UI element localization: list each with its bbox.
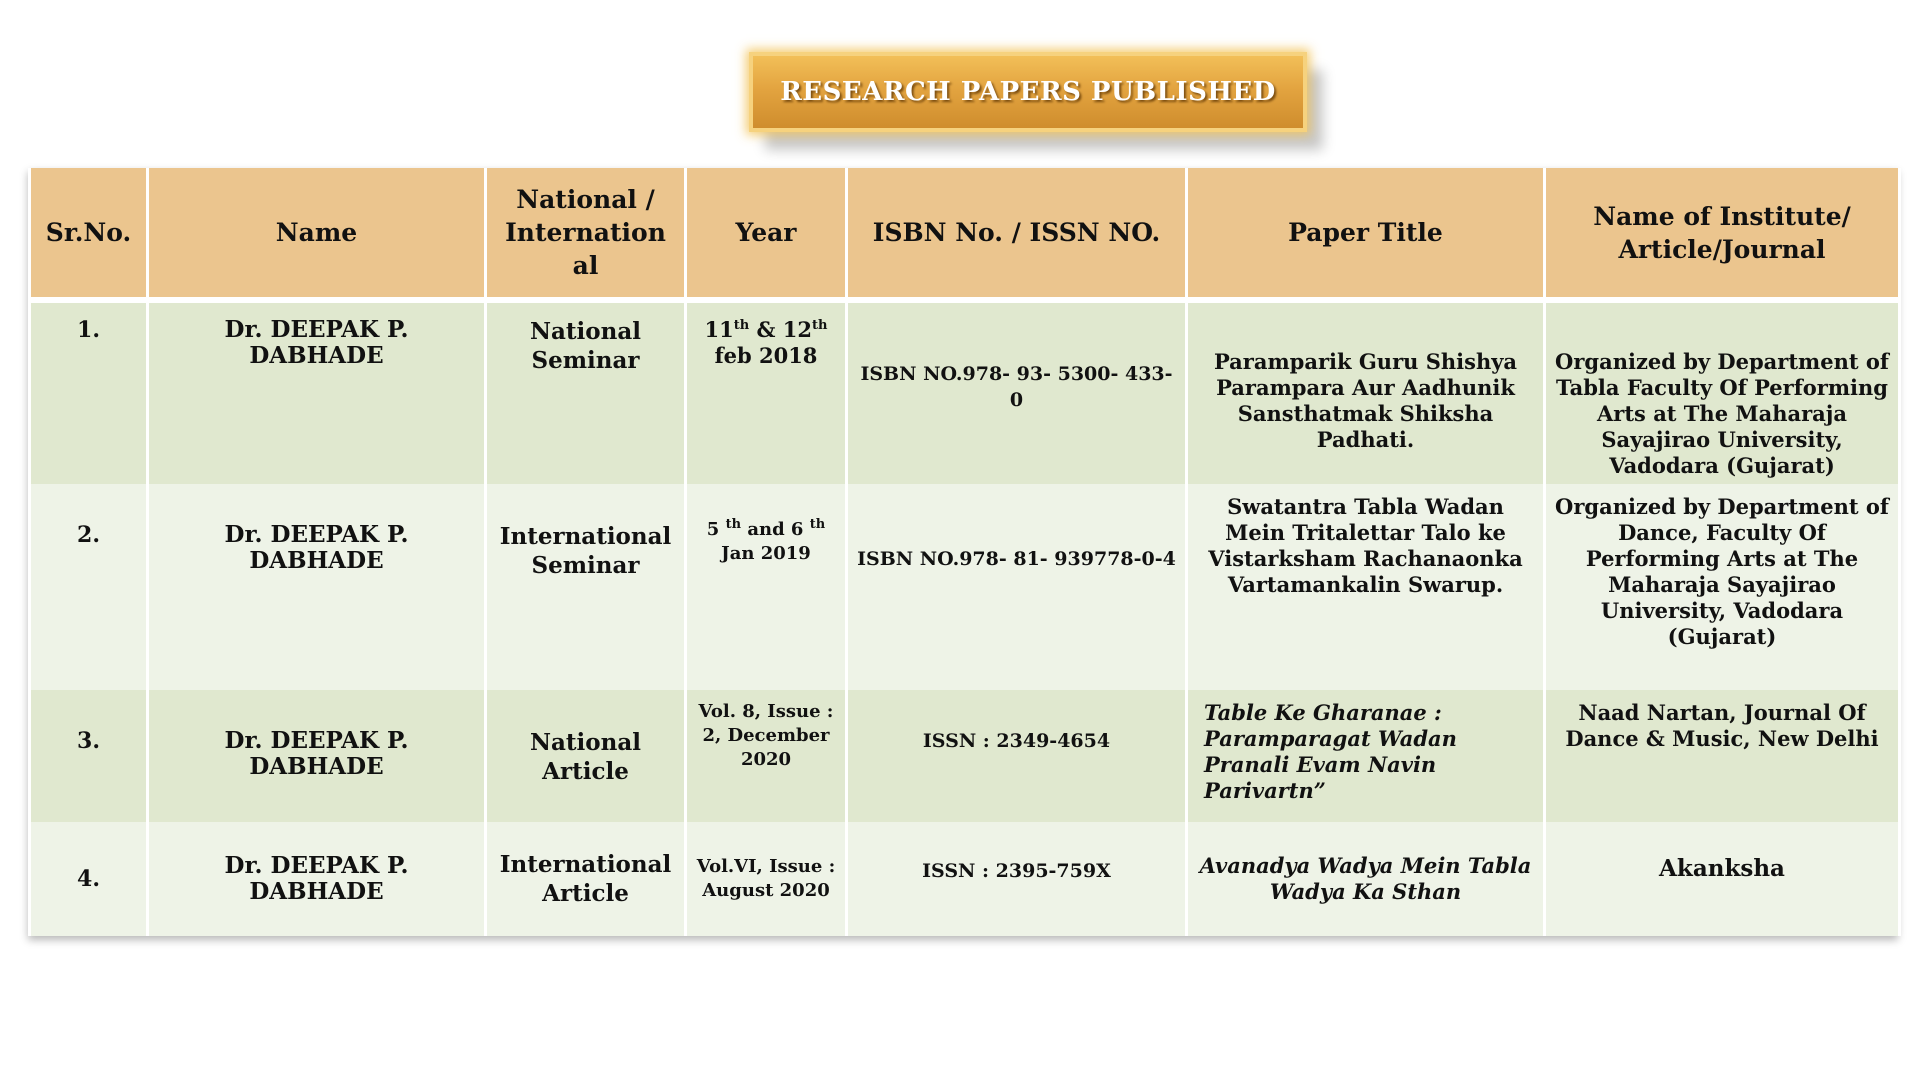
year-day-1: 5: [706, 519, 726, 540]
cell-year: [686, 300, 847, 484]
research-papers-table: [28, 168, 1898, 936]
cell-category: International Seminar: [486, 484, 686, 690]
cell-institute: Organized by Department of Tabla Faculty Of Performing Arts at The Maharaja Sayajirao University, Vadodara (Gujarat): [1545, 300, 1900, 484]
cell-institute: Naad Nartan, Journal Of Dance & Music, New Delhi: [1545, 690, 1900, 822]
page-title: RESEARCH PAPERS PUBLISHED: [780, 77, 1276, 107]
cell-paper-title: Avanadya Wadya Mein Tabla Wadya Ka Sthan: [1187, 822, 1545, 936]
cell-category: National Seminar: [486, 300, 686, 484]
cell-year: Vol. 8, Issue : 2, December 2020: [686, 690, 847, 822]
cell-name: Dr. DEEPAK P. DABHADE: [148, 484, 486, 690]
cell-institute: Organized by Department of Dance, Faculty Of Performing Arts at The Maharaja Sayajirao University, Vadodara (Gujarat): [1545, 484, 1900, 690]
cell-sr-no: 2.: [30, 484, 148, 690]
page-title-banner: [749, 52, 1307, 132]
cell-year: [686, 484, 847, 690]
header-paper-title: Paper Title: [1187, 168, 1545, 300]
year-suffix-2: th: [812, 318, 828, 333]
year-day-2: & 12: [749, 317, 813, 342]
cell-isbn: ISBN NO.978- 93- 5300- 433- 0: [847, 300, 1187, 484]
year-month: feb 2018: [714, 343, 818, 368]
cell-year: Vol.VI, Issue : August 2020: [686, 822, 847, 936]
header-name: Name: [148, 168, 486, 300]
cell-isbn: ISBN NO.978- 81- 939778-0-4: [847, 484, 1187, 690]
cell-isbn: ISSN : 2349-4654: [847, 690, 1187, 822]
table-row: [30, 484, 1900, 690]
cell-paper-title: Paramparik Guru Shishya Parampara Aur Aadhunik Sansthatmak Shiksha Padhati.: [1187, 300, 1545, 484]
cell-paper-title: Table Ke Gharanae : Paramparagat Wadan Pranali Evam Navin Parivartn”: [1187, 690, 1545, 822]
cell-name: Dr. DEEPAK P. DABHADE: [148, 690, 486, 822]
cell-paper-title: Swatantra Tabla Wadan Mein Tritalettar Talo ke Vistarksham Rachanaonka Vartamankalin Swarup.: [1187, 484, 1545, 690]
header-institute: Name of Institute/ Article/Journal: [1545, 168, 1900, 300]
header-category: National / Internation al: [486, 168, 686, 300]
header-year: Year: [686, 168, 847, 300]
cell-name: Dr. DEEPAK P. DABHADE: [148, 822, 486, 936]
cell-sr-no: 4.: [30, 822, 148, 936]
table-row: [30, 690, 1900, 822]
year-suffix-2: th: [809, 517, 826, 532]
cell-sr-no: 1.: [30, 300, 148, 484]
cell-category: International Article: [486, 822, 686, 936]
table-header-row: [30, 168, 1900, 300]
year-suffix-1: th: [725, 517, 742, 532]
table-row: [30, 300, 1900, 484]
header-isbn: ISBN No. / ISSN NO.: [847, 168, 1187, 300]
cell-isbn: ISSN : 2395-759X: [847, 822, 1187, 936]
cell-sr-no: 3.: [30, 690, 148, 822]
cell-name: Dr. DEEPAK P. DABHADE: [148, 300, 486, 484]
cell-category: National Article: [486, 690, 686, 822]
papers-table: [28, 168, 1901, 936]
year-day-2: and 6: [741, 519, 810, 540]
cell-institute: Akanksha: [1545, 822, 1900, 936]
header-sr-no: Sr.No.: [30, 168, 148, 300]
table-row: [30, 822, 1900, 936]
year-suffix-1: th: [733, 318, 750, 333]
year-day-1: 11: [704, 317, 734, 342]
year-month: Jan 2019: [721, 543, 811, 564]
